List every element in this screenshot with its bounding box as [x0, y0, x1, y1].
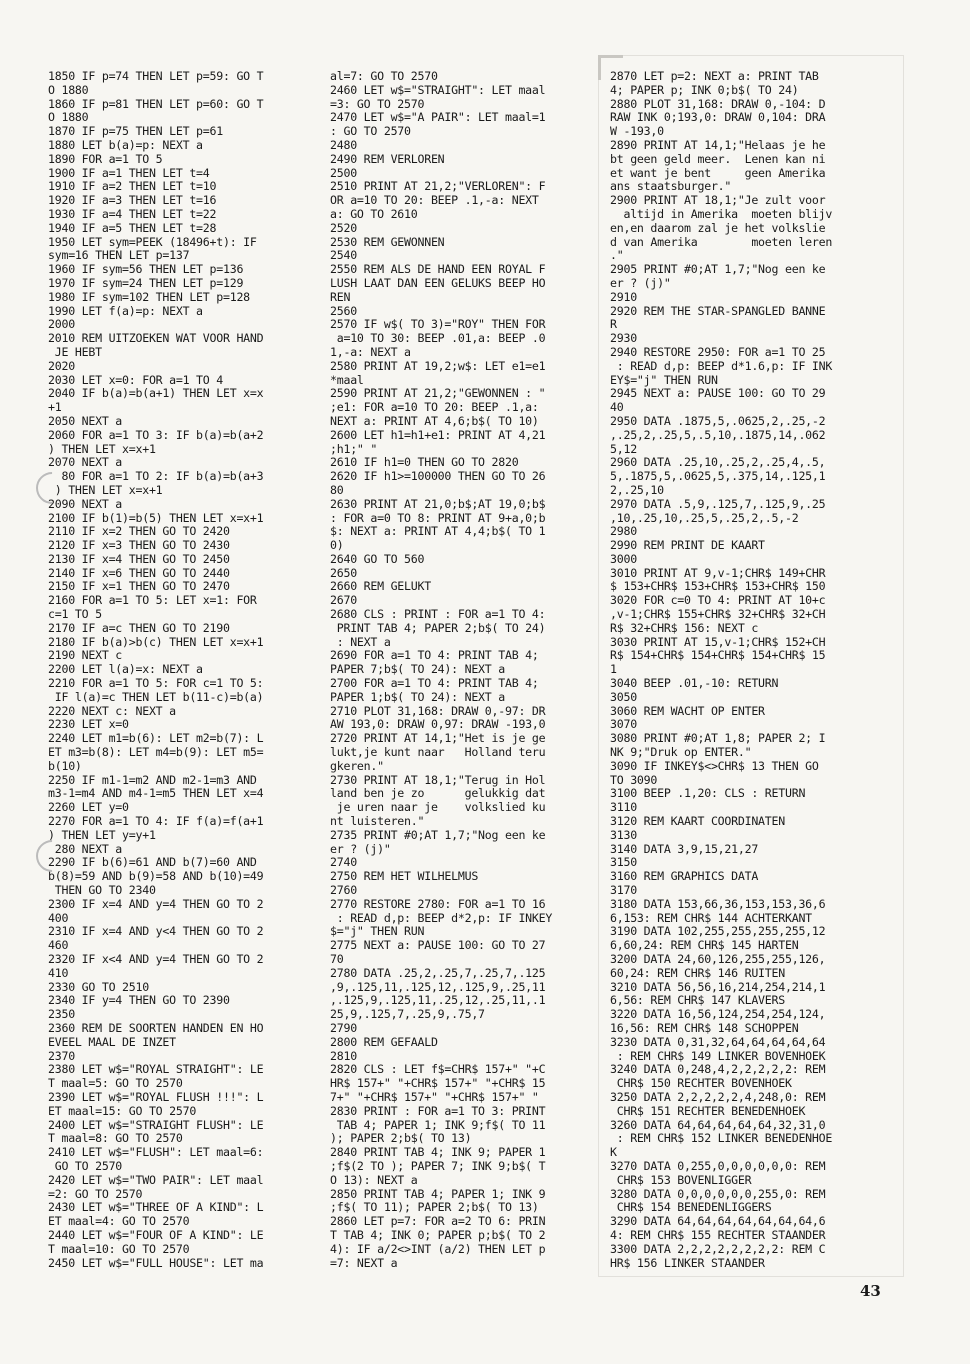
code-line: T maal=5: GO TO 2570	[48, 1076, 183, 1091]
code-line: 2600 LET h1=h1+e1: PRINT AT 4,21	[330, 427, 546, 442]
code-line: 2340 IF y=4 THEN GO TO 2390	[48, 993, 230, 1008]
code-line: 3130	[610, 827, 637, 842]
code-line: 2200 LET l(a)=x: NEXT a	[48, 662, 203, 677]
code-line: 3270 DATA 0,255,0,0,0,0,0,0: REM	[610, 1158, 826, 1173]
code-line: b(10)	[48, 758, 82, 773]
code-line: 2490 REM VERLOREN	[330, 151, 445, 166]
code-line: AW 193,0: DRAW 0,97: DRAW -193,0	[330, 717, 546, 732]
code-line: 2230 LET x=0	[48, 717, 129, 732]
code-line: 3210 DATA 56,56,16,214,254,214,1	[610, 979, 826, 994]
code-line: 1870 IF p=75 THEN LET p=61	[48, 124, 223, 139]
code-line: 2690 FOR a=1 TO 4: PRINT TAB 4;	[330, 648, 539, 663]
code-line: 2260 LET y=0	[48, 800, 129, 815]
code-line: : READ d,p: BEEP d*2,p: IF INKEY	[330, 910, 553, 925]
code-line: ,.25,2,.25,5,.5,10,.1875,14,.062	[610, 427, 826, 442]
code-line: ;f$(2 TO ); PAPER 7; INK 9;b$( T	[330, 1158, 546, 1173]
code-line: 2920 REM THE STAR-SPANGLED BANNE	[610, 303, 826, 318]
code-line: 3100 BEEP .1,20: CLS : RETURN	[610, 786, 806, 801]
code-line: 1850 IF p=74 THEN LET p=59: GO T	[48, 69, 264, 83]
code-line: 5,.1875,5,.0625,5,.375,14,.125,1	[610, 469, 826, 484]
code-line: R$ 154+CHR$ 154+CHR$ 154+CHR$ 15	[610, 648, 826, 663]
code-line: 3090 IF INKEY$<>CHR$ 13 THEN GO	[610, 758, 819, 773]
code-line: 2520	[330, 220, 357, 235]
code-line: 2120 IF x=3 THEN GO TO 2430	[48, 538, 230, 553]
code-line: 2680 CLS : PRINT : FOR a=1 TO 4:	[330, 607, 546, 622]
code-line: nt luisteren."	[330, 814, 425, 829]
code-line: O 13): NEXT a	[330, 1172, 418, 1187]
code-line: 3290 DATA 64,64,64,64,64,64,64,6	[610, 1214, 826, 1229]
code-line: 2660 REM GELUKT	[330, 579, 431, 594]
code-line: ans staatsburger."	[610, 179, 732, 194]
code-line: 3020 FOR c=0 TO 4: PRINT AT 10+c	[610, 593, 826, 608]
code-line: 2775 NEXT a: PAUSE 100: GO TO 27	[330, 938, 546, 953]
code-line: 2500	[330, 165, 357, 180]
code-line: 2110 IF x=2 THEN GO TO 2420	[48, 524, 230, 539]
code-line: 410	[48, 965, 69, 980]
code-line: ,v-1;CHR$ 155+CHR$ 32+CHR$ 32+CH	[610, 607, 826, 622]
code-line: 1980 IF sym=102 THEN LET p=128	[48, 289, 250, 304]
code-line: 3260 DATA 64,64,64,64,64,32,31,0	[610, 1117, 826, 1132]
code-line: IF l(a)=c THEN LET b(11-c)=b(a)	[48, 689, 264, 704]
code-line: 2090 NEXT a	[48, 496, 123, 511]
code-line: 2670	[330, 593, 357, 608]
code-line: ) THEN LET x=x+1	[48, 482, 163, 497]
code-line: 3040 BEEP .01,-10: RETURN	[610, 676, 779, 691]
code-line: 2180 IF b(a)>b(c) THEN LET x=x+1	[48, 634, 264, 649]
code-line: 3050	[610, 689, 637, 704]
code-line: bt geen geld meer. Lenen kan ni	[610, 151, 826, 166]
code-line: CHR$ 153 BOVENLIGGER	[610, 1172, 752, 1187]
code-line: PAPER 7;b$( TO 24): NEXT a	[330, 662, 505, 677]
code-line: 2150 IF x=1 THEN GO TO 2470	[48, 579, 230, 594]
code-line: 60,24: REM CHR$ 146 RUITEN	[610, 965, 785, 980]
code-line: R$ 32+CHR$ 156: NEXT c	[610, 620, 759, 635]
code-line: 3010 PRINT AT 9,v-1;CHR$ 149+CHR	[610, 565, 826, 580]
code-line: 1860 IF p=81 THEN LET p=60: GO T	[48, 96, 264, 111]
code-line: 2250 IF m1-1=m2 AND m2-1=m3 AND	[48, 772, 257, 787]
code-line: LUSH LAAT DAN EEN GELUKS BEEP HO	[330, 275, 546, 290]
code-line: 3000	[610, 551, 637, 566]
code-line: : REM CHR$ 149 LINKER BOVENHOEK	[610, 1048, 826, 1063]
code-line: 3110	[610, 800, 637, 815]
code-line: 2550 REM ALS DE HAND EEN ROYAL F	[330, 262, 546, 277]
code-line: 1990 LET f(a)=p: NEXT a	[48, 303, 203, 318]
code-line: RAW INK 0;193,0: DRAW 0,104: DRA	[610, 110, 826, 125]
code-line: 2930	[610, 331, 637, 346]
code-line: TO 3090	[610, 772, 658, 787]
code-line: 2060 FOR a=1 TO 3: IF b(a)=b(a+2	[48, 427, 264, 442]
code-line: 1910 IF a=2 THEN LET t=10	[48, 179, 217, 194]
code-line: GO TO 2570	[48, 1158, 123, 1173]
code-line: W -193,0	[610, 124, 664, 139]
code-line: 1970 IF sym=24 THEN LET p=129	[48, 275, 244, 290]
code-line: 2540	[330, 248, 357, 263]
code-line: et want je bent geen Amerika	[610, 165, 826, 180]
code-line: 2420 LET w$="TWO PAIR": LET maal	[48, 1172, 264, 1187]
code-line: ."	[610, 248, 624, 263]
code-line: a: GO TO 2610	[330, 206, 418, 221]
code-line: 2440 LET w$="FOUR OF A KIND": LE	[48, 1227, 264, 1242]
code-line: 2830 PRINT : FOR a=1 TO 3: PRINT	[330, 1103, 546, 1118]
code-line: 2990 REM PRINT DE KAART	[610, 538, 765, 553]
code-line: 2750 REM HET WILHELMUS	[330, 869, 479, 884]
code-line: 2770 RESTORE 2780: FOR a=1 TO 16	[330, 896, 546, 911]
code-line: ) THEN LET x=x+1	[48, 441, 156, 456]
code-line: 1930 IF a=4 THEN LET t=22	[48, 206, 217, 221]
code-line: =3: GO TO 2570	[330, 96, 425, 111]
code-line: 2640 GO TO 560	[330, 551, 425, 566]
code-line: 2820 CLS : LET f$=CHR$ 157+" "+C	[330, 1062, 546, 1077]
code-line: 460	[48, 938, 69, 953]
code-line: 1950 LET sym=PEEK (18496+t): IF	[48, 234, 257, 249]
code-line: $="j" THEN RUN	[330, 924, 425, 939]
code-line: 3220 DATA 16,56,124,254,254,124,	[610, 1007, 826, 1022]
code-line: 2560	[330, 303, 357, 318]
code-line: 2610 IF h1=0 THEN GO TO 2820	[330, 455, 519, 470]
code-line: b(8)=59 AND b(9)=58 AND b(10)=49	[48, 869, 264, 884]
code-line: 2330 GO TO 2510	[48, 979, 149, 994]
code-line: 2370	[48, 1048, 75, 1063]
code-line: NK 9;"Druk op ENTER."	[610, 745, 752, 760]
code-line: er ? (j)"	[610, 275, 671, 290]
code-line: 2390 LET w$="ROYAL FLUSH !!!": L	[48, 1089, 264, 1104]
code-line: 2170 IF a=c THEN GO TO 2190	[48, 620, 230, 635]
code-line: 3300 DATA 2,2,2,2,2,2,2,2: REM C	[610, 1241, 826, 1256]
code-line: 2950 DATA .1875,5,.0625,2,.25,-2	[610, 413, 826, 428]
code-line: 3240 DATA 0,248,4,2,2,2,2,2: REM	[610, 1062, 826, 1077]
code-line: : GO TO 2570	[330, 124, 411, 139]
code-line: a=10 TO 30: BEEP .01,a: BEEP .0	[330, 331, 546, 346]
code-line: 2780 DATA .25,2,.25,7,.25,7,.125	[330, 965, 546, 980]
code-line: 1900 IF a=1 THEN LET t=4	[48, 165, 210, 180]
code-line: T maal=8: GO TO 2570	[48, 1131, 183, 1146]
code-line: 2740	[330, 855, 357, 870]
code-line: 2100 IF b(1)=b(5) THEN LET x=x+1	[48, 510, 264, 525]
code-line: 2400 LET w$="STRAIGHT FLUSH": LE	[48, 1117, 264, 1132]
code-line: 2900 PRINT AT 18,1;"Je zult voor	[610, 193, 826, 208]
code-line: 2190 NEXT c	[48, 648, 123, 663]
code-line: 2580 PRINT AT 19,2;w$: LET e1=e1	[330, 358, 546, 373]
code-line: gkeren."	[330, 758, 384, 773]
code-line: 400	[48, 910, 69, 925]
listing-column-1	[48, 70, 263, 1270]
code-line: 1880 LET b(a)=p: NEXT a	[48, 137, 203, 152]
code-line: c=1 TO 5	[48, 607, 102, 622]
code-line: 3280 DATA 0,0,0,0,0,0,255,0: REM	[610, 1186, 826, 1201]
code-line: altijd in Amerika moeten blijv	[610, 206, 833, 221]
code-line: CHR$ 154 BENEDENLIGGERS	[610, 1200, 772, 1215]
code-line: ET m3=b(8): LET m4=b(9): LET m5=	[48, 745, 264, 760]
code-line: 2030 LET x=0: FOR a=1 TO 4	[48, 372, 223, 387]
code-line: 4: REM CHR$ 155 RECHTER STAANDER	[610, 1227, 826, 1242]
listing-column-2	[330, 70, 552, 1270]
code-line: lukt,je kunt naar Holland teru	[330, 745, 546, 760]
code-line: 2630 PRINT AT 21,0;b$;AT 19,0;b$	[330, 496, 546, 511]
code-line: 2710 PLOT 31,168: DRAW 0,-97: DR	[330, 703, 546, 718]
code-line: 2290 IF b(6)=61 AND b(7)=60 AND	[48, 855, 257, 870]
code-line: OR a=10 TO 20: BEEP .1,-a: NEXT	[330, 193, 539, 208]
code-line: er ? (j)"	[330, 841, 391, 856]
code-line: =7: NEXT a	[330, 1255, 398, 1270]
code-line: 2240 LET m1=b(6): LET m2=b(7): L	[48, 731, 264, 746]
code-line: ;h1;" "	[330, 441, 378, 456]
code-line: $ 153+CHR$ 153+CHR$ 153+CHR$ 150	[610, 579, 826, 594]
code-line: 2910	[610, 289, 637, 304]
code-line: 3160 REM GRAPHICS DATA	[610, 869, 759, 884]
code-line: CHR$ 150 RECHTER BOVENHOEK	[610, 1076, 792, 1091]
code-line: 2840 PRINT TAB 4; INK 9; PAPER 1	[330, 1145, 546, 1160]
code-line: 2040 IF b(a)=b(a+1) THEN LET x=x	[48, 386, 264, 401]
code-line: THEN GO TO 2340	[48, 883, 156, 898]
code-line: 2450 LET w$="FULL HOUSE": LET ma	[48, 1255, 264, 1270]
code-line: 2220 NEXT c: NEXT a	[48, 703, 176, 718]
code-line: 2590 PRINT AT 21,2;"GEWONNEN : "	[330, 386, 546, 401]
code-line: 2210 FOR a=1 TO 5: FOR c=1 TO 5:	[48, 676, 264, 691]
code-line: d van Amerika moeten leren	[610, 234, 833, 249]
code-line: 3190 DATA 102,255,255,255,255,12	[610, 924, 826, 939]
code-line: 2960 DATA .25,10,.25,2,.25,4,.5,	[610, 455, 826, 470]
code-line: 3180 DATA 153,66,36,153,153,36,6	[610, 896, 826, 911]
code-line: 25,9,.125,7,.25,9,.75,7	[330, 1007, 485, 1022]
code-line: 2350	[48, 1007, 75, 1022]
code-line: 2310 IF x=4 AND y<4 THEN GO TO 2	[48, 924, 264, 939]
code-line: T maal=10: GO TO 2570	[48, 1241, 190, 1256]
code-line: CHR$ 151 RECHTER BENEDENHOEK	[610, 1103, 806, 1118]
code-line: en,en daarom zal je het volkslie	[610, 220, 826, 235]
code-line: 2360 REM DE SOORTEN HANDEN EN HO	[48, 1020, 264, 1035]
code-line: 2650	[330, 565, 357, 580]
code-line: 3060 REM WACHT OP ENTER	[610, 703, 765, 718]
code-line: 2,.25,10	[610, 482, 664, 497]
code-line: +1	[48, 400, 62, 415]
code-line: *maal	[330, 372, 364, 387]
code-line: 2905 PRINT #0;AT 1,7;"Nog een ke	[610, 262, 826, 277]
code-line: ,10,.25,10,.25,5,.25,2,.5,-2	[610, 510, 799, 525]
code-line: 2430 LET w$="THREE OF A KIND": L	[48, 1200, 264, 1215]
code-line: =2: GO TO 2570	[48, 1186, 143, 1201]
code-line: 2980	[610, 524, 637, 539]
code-line: HR$ 156 LINKER STAANDER	[610, 1255, 765, 1270]
code-line: 1890 FOR a=1 TO 5	[48, 151, 163, 166]
code-line: R	[610, 317, 617, 332]
code-line: 2050 NEXT a	[48, 413, 123, 428]
code-line: 6,60,24: REM CHR$ 145 HARTEN	[610, 938, 799, 953]
code-line: 2130 IF x=4 THEN GO TO 2450	[48, 551, 230, 566]
code-line: PRINT TAB 4; PAPER 2;b$( TO 24)	[330, 620, 546, 635]
code-line: ET maal=4: GO TO 2570	[48, 1214, 190, 1229]
code-line: NEXT a: PRINT AT 4,6;b$( TO 10)	[330, 413, 539, 428]
code-line: 1940 IF a=5 THEN LET t=28	[48, 220, 217, 235]
code-line: 1,-a: NEXT a	[330, 344, 411, 359]
code-line: 3170	[610, 883, 637, 898]
code-line: 3230 DATA 0,31,32,64,64,64,64,64	[610, 1034, 826, 1049]
code-line: 3070	[610, 717, 637, 732]
code-line: 80	[330, 482, 344, 497]
code-line: al=7: GO TO 2570	[330, 69, 438, 83]
code-line: 4): IF a/2<>INT (a/2) THEN LET p	[330, 1241, 546, 1256]
code-line: 2700 FOR a=1 TO 4: PRINT TAB 4;	[330, 676, 539, 691]
code-line: 2530 REM GEWONNEN	[330, 234, 445, 249]
code-line: K	[610, 1145, 617, 1160]
code-line: 80 FOR a=1 TO 2: IF b(a)=b(a+3	[48, 469, 264, 484]
code-line: 2480	[330, 137, 357, 152]
code-line: T TAB 4; INK 0; PAPER p;b$( TO 2	[330, 1227, 546, 1242]
code-line: 2970 DATA .5,9,.125,7,.125,9,.25	[610, 496, 826, 511]
code-line: : NEXT a	[330, 634, 391, 649]
code-line: 16,56: REM CHR$ 148 SCHOPPEN	[610, 1020, 799, 1035]
code-line: 2510 PRINT AT 21,2;"VERLOREN": F	[330, 179, 546, 194]
code-line: O 1880	[48, 110, 89, 125]
code-line: ET maal=15: GO TO 2570	[48, 1103, 197, 1118]
page-number: 43	[860, 1282, 881, 1300]
code-line: 2720 PRINT AT 14,1;"Het is je ge	[330, 731, 546, 746]
code-line: 4; PAPER p; INK 0;b$( TO 24)	[610, 82, 799, 97]
code-line: TAB 4; PAPER 1; INK 9;f$( TO 11	[330, 1117, 546, 1132]
code-line: 1920 IF a=3 THEN LET t=16	[48, 193, 217, 208]
code-line: EY$="j" THEN RUN	[610, 372, 718, 387]
listing-column-3	[610, 70, 832, 1270]
code-line: 6,153: REM CHR$ 144 ACHTERKANT	[610, 910, 812, 925]
code-line: : READ d,p: BEEP d*1.6,p: IF INK	[610, 358, 833, 373]
code-line: 2890 PRINT AT 14,1;"Helaas je he	[610, 137, 826, 152]
code-line: je uren naar je volkslied ku	[330, 800, 546, 815]
code-line: 3080 PRINT #0;AT 1,8; PAPER 2; I	[610, 731, 826, 746]
code-line: ;e1: FOR a=10 TO 20: BEEP .1,a:	[330, 400, 539, 415]
code-line: 2760	[330, 883, 357, 898]
code-line: O 1880	[48, 82, 89, 97]
code-line: 2940 RESTORE 2950: FOR a=1 TO 25	[610, 344, 826, 359]
code-line: 3030 PRINT AT 15,v-1;CHR$ 152+CH	[610, 634, 826, 649]
code-line: 2850 PRINT TAB 4; PAPER 1; INK 9	[330, 1186, 546, 1201]
code-line: 7+" "+CHR$ 157+" "+CHR$ 157+" "	[330, 1089, 539, 1104]
code-line: 3200 DATA 24,60,126,255,255,126,	[610, 952, 826, 966]
code-line: 5,12	[610, 441, 637, 456]
code-line: 2620 IF h1>=100000 THEN GO TO 26	[330, 469, 546, 484]
code-line: 2020	[48, 358, 75, 373]
code-line: $: NEXT a: PRINT AT 4,4;b$( TO 1	[330, 524, 546, 539]
code-line: EVEEL MAAL DE INZET	[48, 1034, 176, 1049]
code-line: 3150	[610, 855, 637, 870]
code-line: 1	[610, 662, 617, 677]
code-line: 2300 IF x=4 AND y=4 THEN GO TO 2	[48, 896, 264, 911]
code-line: 2470 LET w$="A PAIR": LET maal=1	[330, 110, 546, 125]
code-line: 6,56: REM CHR$ 147 KLAVERS	[610, 993, 785, 1008]
code-line: 280 NEXT a	[48, 841, 123, 856]
code-line: 1960 IF sym=56 THEN LET p=136	[48, 262, 244, 277]
code-line: 2160 FOR a=1 TO 5: LET x=1: FOR	[48, 593, 257, 608]
code-line: 2735 PRINT #0;AT 1,7;"Nog een ke	[330, 827, 546, 842]
code-line: 2320 IF x<4 AND y=4 THEN GO TO 2	[48, 952, 264, 966]
code-line: 2870 LET p=2: NEXT a: PRINT TAB	[610, 69, 819, 83]
code-line: 2860 LET p=7: FOR a=2 TO 6: PRIN	[330, 1214, 546, 1229]
code-line: 2410 LET w$="FLUSH": LET maal=6:	[48, 1145, 264, 1160]
code-line: 3250 DATA 2,2,2,2,2,4,248,0: REM	[610, 1089, 826, 1104]
code-line: REN	[330, 289, 351, 304]
code-line: 2000	[48, 317, 75, 332]
code-line: 2730 PRINT AT 18,1;"Terug in Hol	[330, 772, 546, 787]
code-line: HR$ 157+" "+CHR$ 157+" "+CHR$ 15	[330, 1076, 546, 1091]
code-line: ) THEN LET y=y+1	[48, 827, 156, 842]
code-line: 2070 NEXT a	[48, 455, 123, 470]
code-line: 2880 PLOT 31,168: DRAW 0,-104: D	[610, 96, 826, 111]
code-line: 2460 LET w$="STRAIGHT": LET maal	[330, 82, 546, 97]
code-line: 2380 LET w$="ROYAL STRAIGHT": LE	[48, 1062, 264, 1077]
code-line: JE HEBT	[48, 344, 102, 359]
code-line: 2790	[330, 1020, 357, 1035]
code-line: 2570 IF w$( TO 3)="ROY" THEN FOR	[330, 317, 546, 332]
code-line: ;f$( TO 11); PAPER 2;b$( TO 13)	[330, 1200, 539, 1215]
code-line: : FOR a=0 TO 8: PRINT AT 9+a,0;b	[330, 510, 546, 525]
code-line: : REM CHR$ 152 LINKER BENEDENHOE	[610, 1131, 833, 1146]
code-line: land ben je zo gelukkig dat	[330, 786, 546, 801]
code-line: 3140 DATA 3,9,15,21,27	[610, 841, 759, 856]
code-line: 40	[610, 400, 624, 415]
code-line: m3-1=m4 AND m4-1=m5 THEN LET x=4	[48, 786, 264, 801]
code-line: ); PAPER 2;b$( TO 13)	[330, 1131, 472, 1146]
code-line: 0)	[330, 538, 344, 553]
code-line: 70	[330, 952, 344, 966]
code-line: 2010 REM UITZOEKEN WAT VOOR HAND	[48, 331, 264, 346]
code-line: 2140 IF x=6 THEN GO TO 2440	[48, 565, 230, 580]
code-line: sym=16 THEN LET p=137	[48, 248, 190, 263]
code-line: PAPER 1;b$( TO 24): NEXT a	[330, 689, 505, 704]
code-line: ,9,.125,11,.125,12,.125,9,.25,11	[330, 979, 546, 994]
code-line: 2270 FOR a=1 TO 4: IF f(a)=f(a+1	[48, 814, 264, 829]
code-line: 3120 REM KAART COORDINATEN	[610, 814, 785, 829]
code-line: 2945 NEXT a: PAUSE 100: GO TO 29	[610, 386, 826, 401]
code-line: 2800 REM GEFAALD	[330, 1034, 438, 1049]
code-line: 2810	[330, 1048, 357, 1063]
code-line: ,.125,9,.125,11,.25,12,.25,11,.1	[330, 993, 546, 1008]
